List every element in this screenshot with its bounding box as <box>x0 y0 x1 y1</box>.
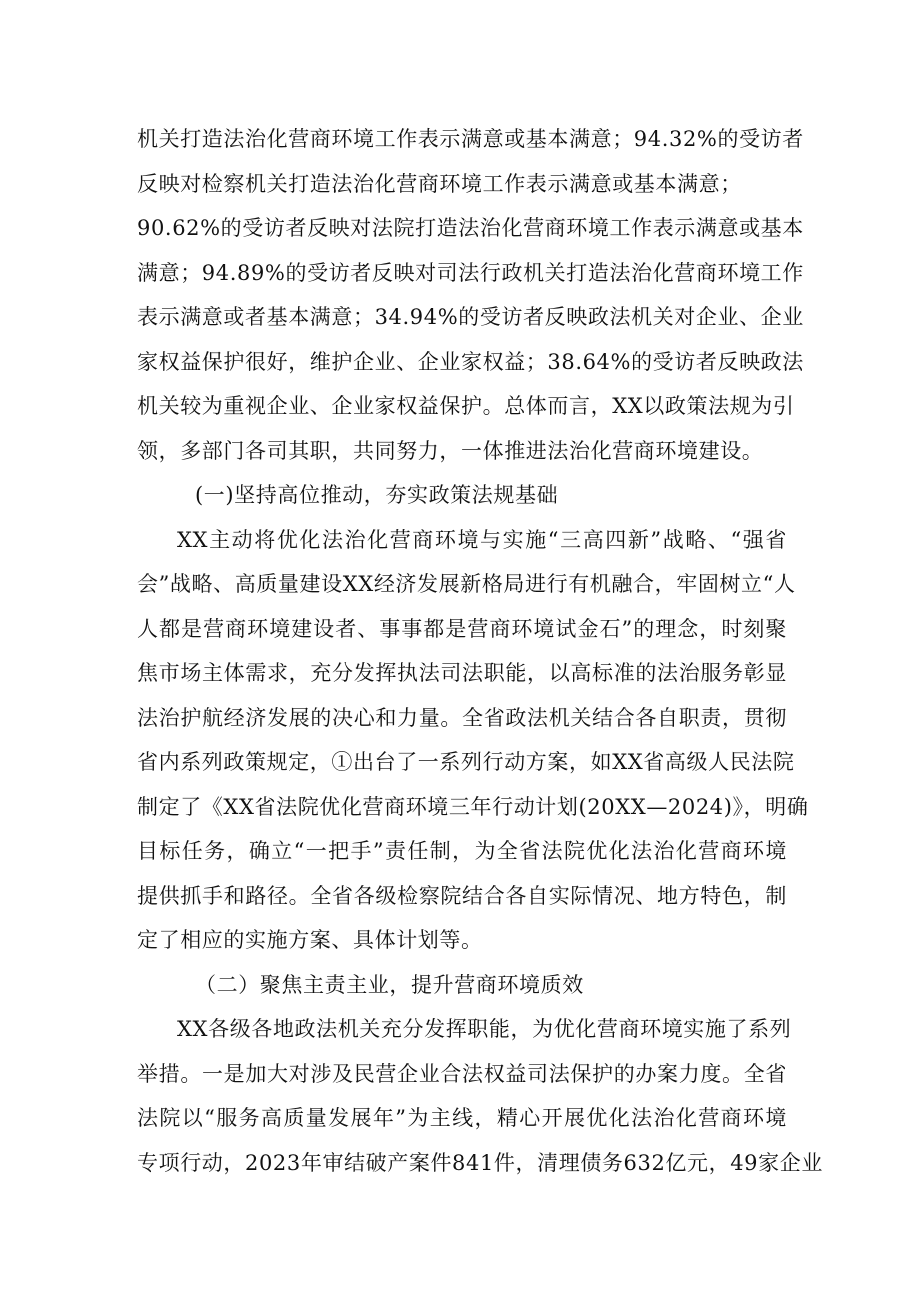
text-line: 会”战略、高质量建设XX经济发展新格局进行有机融合，牢固树立“人 <box>137 572 796 596</box>
text-line: 目标任务，确立“一把手”责任制，为全省法院优化法治化营商环境 <box>137 839 787 863</box>
document-body <box>137 117 823 1185</box>
text-line: 提供抓手和路径。全省各级检察院结合各自实际情况、地方特色，制 <box>137 883 787 908</box>
text-line: 表示满意或者基本满意；34.94%的受访者反映政法机关对企业、企业 <box>137 305 804 329</box>
text-line: 举措。一是加大对涉及民营企业合法权益司法保护的办案力度。全省 <box>137 1061 787 1086</box>
text-line: 机关打造法治化营商环境工作表示满意或基本满意；94.32%的受访者 <box>137 127 804 151</box>
text-line: 反映对检察机关打造法治化营商环境工作表示满意或基本满意； <box>137 171 742 196</box>
text-line: 省内系列政策规定，①出台了一系列行动方案，如XX省高级人民法院 <box>137 750 795 774</box>
text-line: XX各级各地政法机关充分发挥职能，为优化营商环境实施了系列 <box>177 1017 792 1041</box>
text-line: XX主动将优化法治化营商环境与实施“三高四新”战略、“强省 <box>177 527 787 552</box>
text-line: 机关较为重视企业、企业家权益保护。总体而言，XX以政策法规为引 <box>137 394 795 418</box>
text-line: 定了相应的实施方案、具体计划等。 <box>137 928 483 952</box>
text-line: 焦市场主体需求，充分发挥执法司法职能，以高标准的法治服务彰显 <box>137 661 787 685</box>
text-line: 法治护航经济发展的决心和力量。全省政法机关结合各自职责，贯彻 <box>137 705 787 730</box>
text-line: 制定了《XX省法院优化营商环境三年行动计划(20XX—2024)》，明确 <box>137 794 809 819</box>
text-line: 满意；94.89%的受访者反映对司法行政机关打造法治化营商环境工作 <box>137 260 804 285</box>
text-line: 家权益保护很好，维护企业、企业家权益；38.64%的受访者反映政法 <box>137 349 804 374</box>
text-line: 领，多部门各司其职，共同努力，一体推进法治化营商环境建设。 <box>137 438 764 463</box>
section-heading: (一)坚持高位推动，夯实政策法规基础 <box>195 483 559 507</box>
text-line: 人都是营商环境建设者、事事都是营商环境试金石”的理念，时刻聚 <box>137 616 787 641</box>
text-line: 法院以“服务高质量发展年”为主线，精心开展优化法治化营商环境 <box>137 1106 787 1130</box>
text-line: 90.62%的受访者反映对法院打造法治化营商环境工作表示满意或基本 <box>137 216 804 240</box>
section-heading: （二）聚焦主责主业，提升营商环境质效 <box>195 972 584 997</box>
text-line: 专项行动，2023年审结破产案件841件，清理债务632亿元，49家企业 <box>137 1150 823 1175</box>
